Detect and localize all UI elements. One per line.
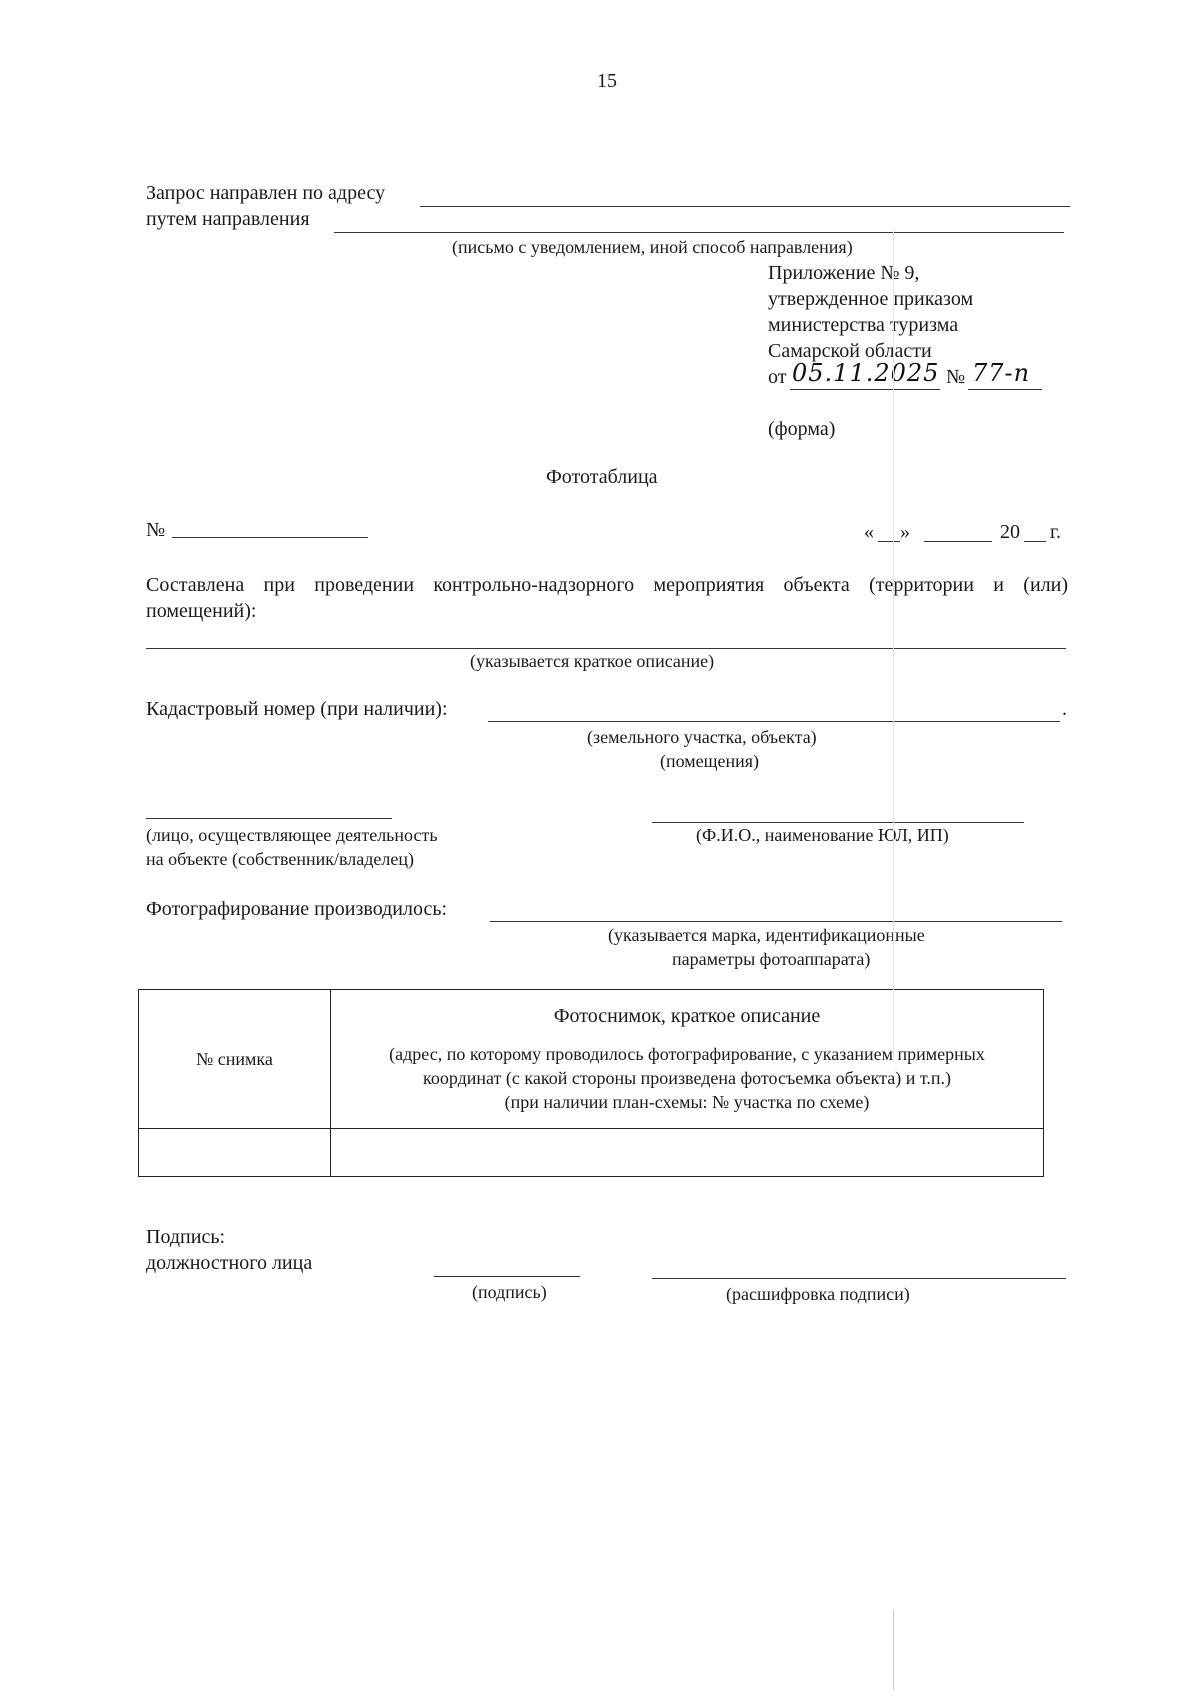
request-method-line[interactable] xyxy=(334,232,1064,233)
cadastral-end: . xyxy=(1062,698,1067,720)
appendix-from-label: от xyxy=(768,366,787,388)
document-number-label: № xyxy=(146,519,166,541)
table-header-row xyxy=(139,990,1044,1129)
appendix-line-1: Приложение № 9, xyxy=(768,262,920,284)
col-photo-description-header xyxy=(331,990,1044,1129)
photo-hint-1: (указывается марка, идентификационные xyxy=(608,925,925,945)
person-line[interactable] xyxy=(146,818,392,819)
handwritten-date: 05.11.2025 xyxy=(792,359,940,387)
photo-label: Фотографирование производилось: xyxy=(146,898,448,920)
photo-number-cell[interactable] xyxy=(139,1129,331,1177)
signature-label-2: должностного лица xyxy=(146,1252,313,1274)
person-hint-1: (лицо, осуществляющее деятельность xyxy=(146,825,438,845)
description-line[interactable] xyxy=(146,648,1066,649)
photo-line[interactable] xyxy=(490,921,1062,922)
composed-paragraph: Составлена при проведении контрольно-надзорного мероприятия объекта (территории и (или) помещений): xyxy=(146,574,1068,622)
signature-label-1: Подпись: xyxy=(146,1226,226,1248)
appendix-date-line xyxy=(790,389,940,390)
scan-fold-line xyxy=(893,230,894,1060)
table-row xyxy=(139,1129,1044,1177)
cadastral-hint-2: (помещения) xyxy=(660,751,760,771)
col-photo-description-line-3: (при наличии план-схемы: № участка по схеме) xyxy=(504,1092,870,1112)
request-address-line[interactable] xyxy=(420,206,1070,207)
person-name-hint: (Ф.И.О., наименование ЮЛ, ИП) xyxy=(696,825,949,845)
description-hint: (указывается краткое описание) xyxy=(470,651,715,671)
col-photo-number-header xyxy=(139,990,331,1129)
col-photo-description-line-1: (адрес, по которому проводилось фотографирование, с указанием примерных xyxy=(389,1044,985,1064)
col-photo-number-header-text: № снимка xyxy=(196,1048,273,1069)
date-year-prefix: 20 xyxy=(1000,521,1020,543)
person-hint-2: на объекте (собственник/владелец) xyxy=(146,849,414,869)
appendix-number-label: № xyxy=(946,366,966,388)
signature-decoding-hint: (расшифровка подписи) xyxy=(726,1284,910,1304)
form-label: (форма) xyxy=(768,418,836,440)
appendix-line-2: утвержденное приказом xyxy=(768,288,974,310)
photo-description-cell[interactable] xyxy=(331,1129,1044,1177)
date-month-line[interactable] xyxy=(924,541,992,542)
cadastral-line[interactable] xyxy=(488,721,1060,722)
col-photo-description-line-2: координат (с какой стороны произведена фотосъемка объекта) и т.п.) xyxy=(423,1068,951,1088)
request-method-label: путем направления xyxy=(146,208,310,230)
date-year-suffix: г. xyxy=(1050,521,1061,543)
cadastral-hint-1: (земельного участка, объекта) xyxy=(587,727,817,747)
document-number-line[interactable] xyxy=(172,537,368,538)
date-year-line[interactable] xyxy=(1024,541,1046,542)
col-photo-description-title: Фотоснимок, краткое описание xyxy=(553,1005,821,1027)
date-open-quote: « xyxy=(864,521,874,543)
appendix-line-3: министерства туризма xyxy=(768,314,959,336)
cadastral-label: Кадастровый номер (при наличии): xyxy=(146,698,448,720)
signature-decoding-line[interactable] xyxy=(652,1278,1066,1279)
appendix-number-line xyxy=(968,389,1042,390)
photo-hint-2: параметры фотоаппарата) xyxy=(672,949,871,969)
handwritten-number: 77-п xyxy=(972,359,1031,387)
scan-fold-line-bottom xyxy=(893,1610,894,1690)
person-name-line[interactable] xyxy=(652,822,1024,823)
appendix-line-4: Самарской области xyxy=(768,340,932,362)
signature-hint: (подпись) xyxy=(472,1282,547,1302)
date-day-line[interactable] xyxy=(878,541,900,542)
page-number: 15 xyxy=(597,70,617,92)
document-title: Фототаблица xyxy=(546,466,658,488)
date-close-quote: » xyxy=(900,521,910,543)
signature-line[interactable] xyxy=(434,1276,580,1277)
photo-table xyxy=(138,989,1044,1177)
request-method-hint: (письмо с уведомлением, иной способ направления) xyxy=(452,237,853,257)
request-address-label: Запрос направлен по адресу xyxy=(146,182,386,204)
